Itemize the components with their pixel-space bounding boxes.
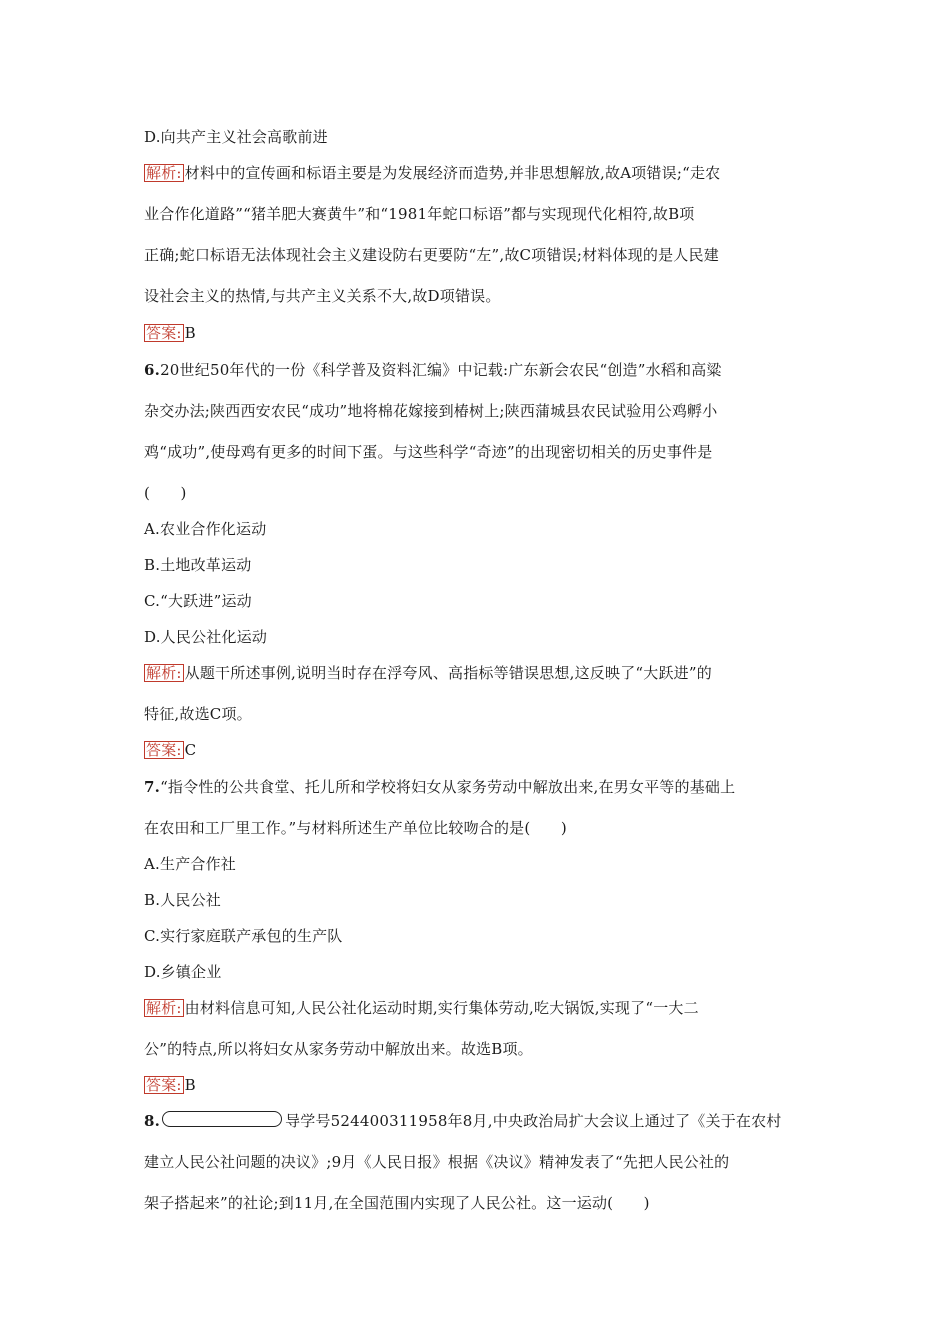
blank-pill-icon <box>162 1111 282 1127</box>
q5-answer: 答案: B <box>146 324 196 342</box>
q5-analysis-tag: 解析: <box>146 164 182 182</box>
q7-stem-line-1: 7.“指令性的公共食堂、托儿所和学校将妇女从家务劳动中解放出来,在男女平等的基础上 <box>144 778 736 796</box>
q6-option-c: C.“大跃进”运动 <box>144 592 252 610</box>
q6-number: 6. <box>144 361 161 379</box>
q7-analysis-line-1: 解析: 由材料信息可知,人民公社化运动时期,实行集体劳动,吃大锅饭,实现了“一大二 <box>146 999 699 1017</box>
q8-stem-line-2: 建立人民公社问题的决议》;9月《人民日报》根据《决议》精神发表了“先把人民公社的 <box>144 1153 730 1171</box>
q6-option-d: D.人民公社化运动 <box>144 628 268 646</box>
q7-option-c: C.实行家庭联产承包的生产队 <box>144 927 343 945</box>
q7-option-b: B.人民公社 <box>144 891 221 909</box>
q8-stem-line-3: 架子搭起来”的社论;到11月,在全国范围内实现了人民公社。这一运动( ) <box>144 1194 650 1212</box>
q6-stem-line-2: 杂交办法;陕西西安农民“成功”地将棉花嫁接到椿树上;陕西蒲城县农民试验用公鸡孵小 <box>144 402 718 420</box>
q6-option-b: B.土地改革运动 <box>144 556 252 574</box>
q5-answer-tag: 答案: <box>146 324 182 342</box>
q7-stem-line-2: 在农田和工厂里工作。”与材料所述生产单位比较吻合的是( ) <box>144 819 567 837</box>
q7-answer-tag: 答案: <box>146 1076 182 1094</box>
q6-stem-line-1: 6.20世纪50年代的一份《科学普及资料汇编》中记载:广东新会农民“创造”水稻和高粱 <box>144 361 722 379</box>
q6-analysis-line-2: 特征,故选C项。 <box>144 705 252 723</box>
q6-analysis-tag: 解析: <box>146 664 182 682</box>
q7-option-d: D.乡镇企业 <box>144 963 222 981</box>
q6-answer-tag: 答案: <box>146 741 182 759</box>
q7-option-a: A.生产合作社 <box>144 855 237 873</box>
q7-answer: 答案: B <box>146 1076 196 1094</box>
q5-analysis-line-2: 业合作化道路”“猪羊肥大赛黄牛”和“1981年蛇口标语”都与实现现代化相符,故B项 <box>144 205 695 223</box>
q5-analysis-line-4: 设社会主义的热情,与共产主义关系不大,故D项错误。 <box>144 287 501 305</box>
q5-analysis-line-3: 正确;蛇口标语无法体现社会主义建设防右更要防“左”,故C项错误;材料体现的是人民建 <box>144 246 719 264</box>
q7-number: 7. <box>144 778 161 796</box>
q6-stem-line-4: ( ) <box>144 484 187 502</box>
q5-option-d: D.向共产主义社会高歌前进 <box>144 128 328 146</box>
q5-analysis-line-1: 解析: 材料中的宣传画和标语主要是为发展经济而造势,并非思想解放,故A项错误;“走农 <box>146 164 721 182</box>
q6-answer: 答案: C <box>146 741 197 759</box>
q7-analysis-tag: 解析: <box>146 999 182 1017</box>
q8-stem-line-1: 8. 导学号524400311958年8月,中央政治局扩大会议上通过了《关于在农村 <box>144 1112 782 1130</box>
q6-option-a: A.农业合作化运动 <box>144 520 267 538</box>
q7-analysis-line-2: 公”的特点,所以将妇女从家务劳动中解放出来。故选B项。 <box>144 1040 533 1058</box>
q8-number: 8. <box>144 1112 161 1130</box>
q6-stem-line-3: 鸡“成功”,使母鸡有更多的时间下蛋。与这些科学“奇迹”的出现密切相关的历史事件是 <box>144 443 713 461</box>
q6-analysis-line-1: 解析: 从题干所述事例,说明当时存在浮夸风、高指标等错误思想,这反映了“大跃进”的 <box>146 664 712 682</box>
